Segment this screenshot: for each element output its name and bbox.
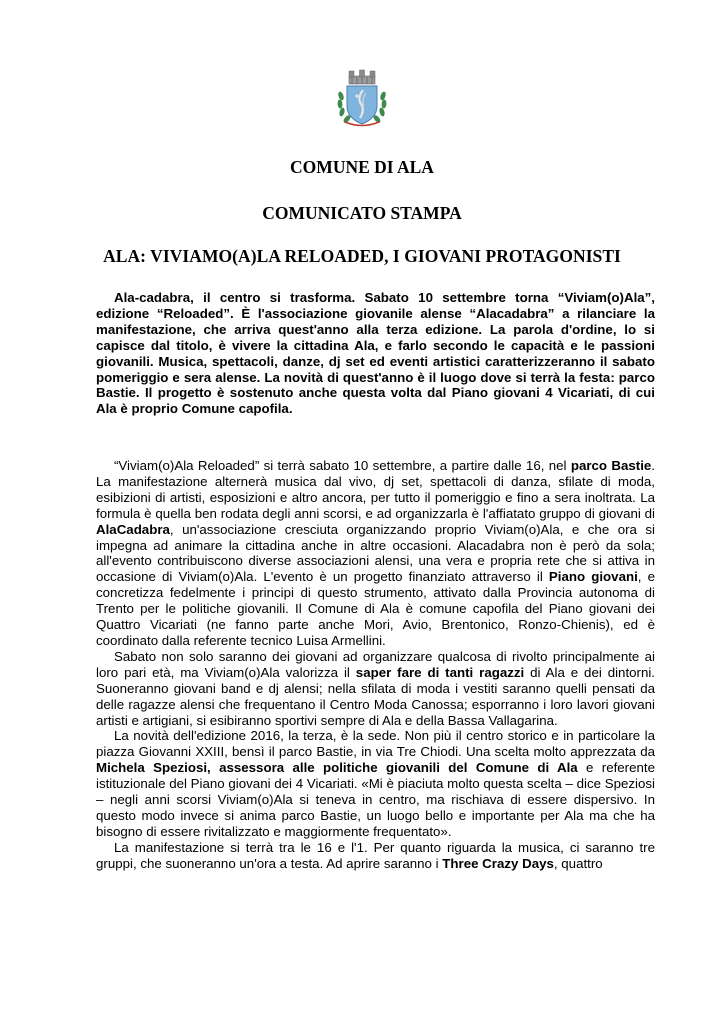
text-run: , un'associazione cresciuta organizzando proprio Viviam(o)Ala, e che ora si impegna ad animare la cittadina anche in altre occasioni. Alacadabra non è però da sola; all'evento contribuiscono diverse associazioni alensi, una vera e propria rete che si attiva in occasione di Viviam(o)Ala. L'evento è un progetto finanziato attraverso il [96, 521, 655, 585]
municipal-coat-of-arms-icon [333, 66, 391, 128]
article-body [96, 458, 655, 872]
body-paragraph-1 [96, 458, 655, 649]
emphasis-parco-bastie: parco Bastie [570, 458, 652, 473]
text-run: “Viviam(o)Ala Reloaded” si terrà sabato 10 settembre, a partire dalle 16, nel [114, 458, 571, 473]
emphasis-michela-speziosi: Michela Speziosi, assessora alle politiche giovanili del Comune di Ala [96, 760, 578, 776]
crown-icon [349, 70, 375, 84]
emphasis-piano-giovani: Piano giovani [548, 569, 638, 585]
document-type-title: COMUNICATO STAMPA [262, 203, 462, 223]
headline: ALA: VIVIAMO(A)LA RELOADED, I GIOVANI PROTAGONISTI [103, 246, 621, 266]
text-run: , e concretizza fedelmente i principi di questo strumento, attivato dalla Provincia autonoma di Trento per le politiche giovanili. Il Comune di Ala è comune capofila del Piano giovani dei Quattro Vicariati (ne fanno parte anche Mori, Avio, Brentonico, Ronzo-Chienis), ed è coordinato dalla referente tecnico Luisa Armellini. [96, 569, 655, 648]
text-run: La novità dell'edizione 2016, la terza, è la sede. Non più il centro storico e in particolare la piazza Giovanni XXIII, bensì il parco Bastie, in via Tre Chiodi. Una scelta molto apprezzata da [96, 728, 655, 760]
text-run: di Ala e dei dintorni. Suoneranno giovani band e dj alensi; nella sfilata di moda i vestiti saranno quelli pensati da delle ragazze alensi che frequentano il Centro Moda Canossa; esporranno i loro lavori giovani artisti e artigiani, si esibiranno sportivi sempre di Ala e della Bassa Vallagarina. [96, 664, 656, 728]
lead-paragraph: Ala-cadabra, il centro si trasforma. Sabato 10 settembre torna “Viviam(o)Ala”, edizione “Reloaded”. È l'associazione giovanile alense “Alacadabra” a rilanciare la manifestazione, che arriva quest'anno alla terza edizione. La parola d'ordine, lo si capisce dal titolo, è vivere la cittadina Ala, e farlo secondo le capacità e le passioni giovanili. Musica, spettacoli, danze, dj set ed eventi artistici caratterizzeranno il sabato pomeriggio e sera alense. La novità di quest'anno è il luogo dove si terrà la festa: parco Bastie. Il progetto è sostenuto anche questa volta dal Piano giovani 4 Vicariati, di cui Ala è proprio Comune capofila. [96, 290, 655, 417]
emphasis-three-crazy-days: Three Crazy Days [442, 855, 554, 871]
text-run: . La manifestazione alternerà musica dal vivo, dj set, spettacoli di danza, sfilate di moda, esibizioni di artisti, esposizioni e altro ancora, per tutto il pomeriggio e fino a sera inoltrata. La formula è quella ben rodata degli anni scorsi, e ad organizzarla è l'affiatato gruppo di giovani di [96, 458, 655, 521]
body-paragraph-4 [96, 840, 655, 872]
body-paragraph-3 [96, 728, 655, 839]
emphasis-saper-fare: saper fare di tanti ragazzi [355, 664, 525, 680]
body-paragraph-2 [96, 649, 655, 729]
organization-title: COMUNE DI ALA [290, 157, 434, 177]
emphasis-alacadabra: AlaCadabra [96, 521, 170, 537]
text-run: , quattro [553, 855, 603, 871]
text-run: Sabato non solo saranno dei giovani ad organizzare qualcosa di rivolto principalmente ai loro pari età, ma Viviam(o)Ala valorizza il [96, 648, 655, 680]
text-run: e referente istituzionale del Piano giovani dei 4 Vicariati. «Mi è piaciuta molto questa scelta – dice Speziosi – negli anni scorsi Viviam(o)Ala si teneva in centro, ma rischiava di essere dispersivo. In questo modo invece si anima parco Bastie, un luogo bello e importante per Ala ma che ha bisogno di essere rivitalizzato e maggiormente frequentato». [96, 760, 655, 839]
text-run: La manifestazione si terrà tra le 16 e l'1. Per quanto riguarda la musica, ci saranno tre gruppi, che suoneranno un'ora a testa. Ad aprire saranno i [96, 839, 655, 871]
